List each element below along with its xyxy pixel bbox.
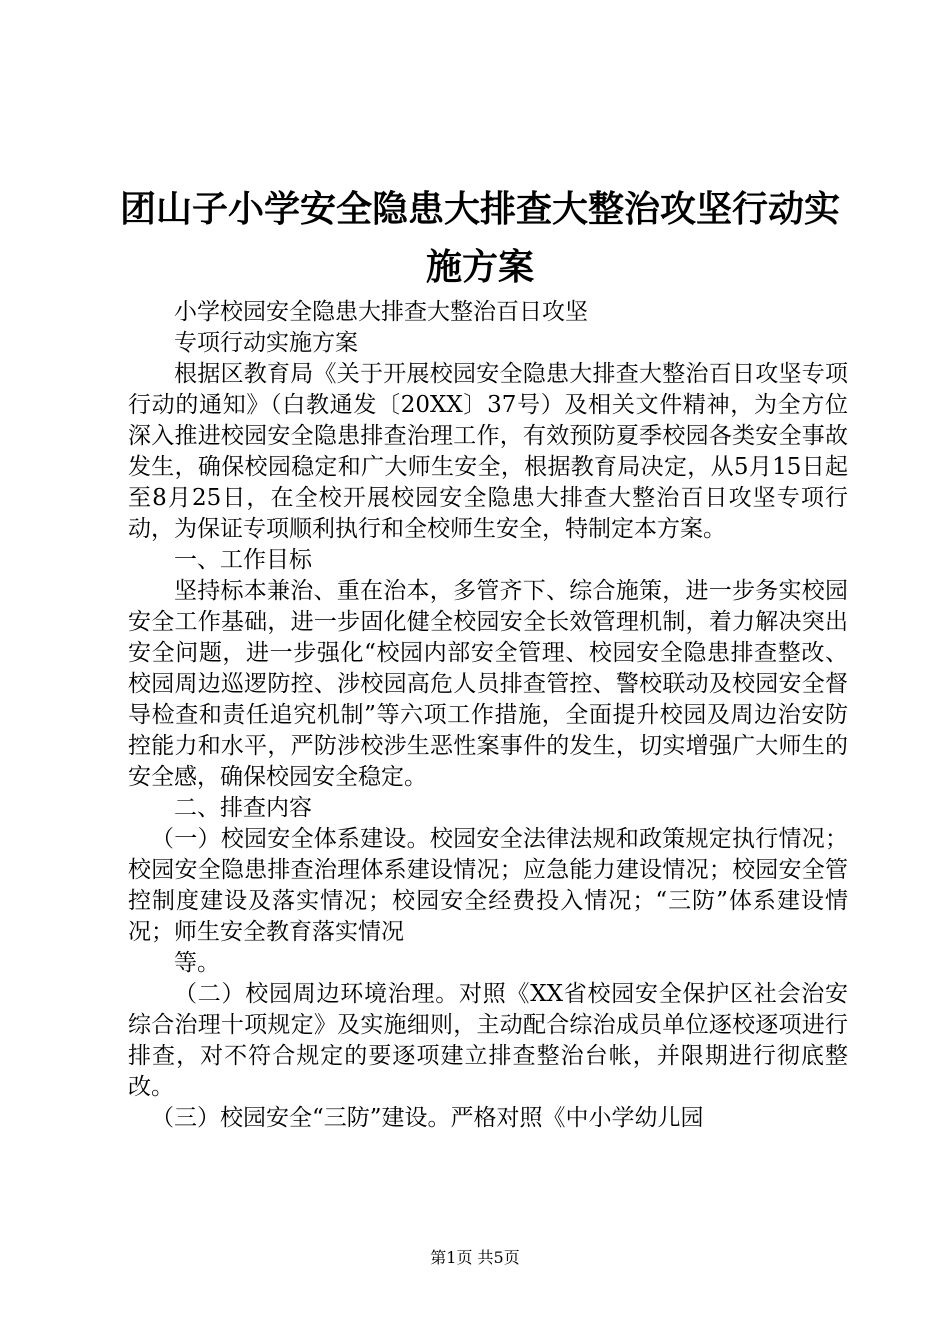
paragraph-item-2: （二）校园周边环境治理。对照《XX省校园安全保护区社会治安综合治理十项规定》及实施细则，主动配合综治成员单位逐校逐项进行排查，对不符合规定的要逐项建立排查整治台帐，并限期进行彻底整改。 <box>128 981 848 1100</box>
section-heading-content: 二、排查内容 <box>174 795 312 821</box>
subtitle-line-1: 小学校园安全隐患大排查大整治百日攻坚 <box>174 299 588 325</box>
paragraph-intro: 根据区教育局《关于开展校园安全隐患大排查大整治百日攻坚专项行动的通知》（白教通发〔20XX〕37号）及相关文件精神，为全方位深入推进校园安全隐患排查治理工作，有效预防夏季校园各类安全事故发生，确保校园稳定和广大师生安全，根据教育局决定，从5月15日起至8月25日，在全校开展校园安全隐患大排查大整治百日攻坚专项行动，为保证专项顺利执行和全校师生安全，特制定本方案。 <box>128 361 848 542</box>
paragraph-goals: 坚持标本兼治、重在治本，多管齐下、综合施策，进一步务实校园安全工作基础，进一步固化健全校园安全长效管理机制，着力解决突出安全问题，进一步强化“校园内部安全管理、校园安全隐患排查整改、校园周边巡逻防控、涉校园高危人员排查管控、警校联动及校园安全督导检查和责任追究机制”等六项工作措施，全面提升校园及周边治安防控能力和水平，严防涉校涉生恶性案事件的发生，切实增强广大师生的安全感，确保校园安全稳定。 <box>128 578 848 790</box>
paragraph-item-1: （一）校园安全体系建设。校园安全法律法规和政策规定执行情况；校园安全隐患排查治理体系建设情况；应急能力建设情况；校园安全管控制度建设及落实情况；校园安全经费投入情况；“三防”体系建设情况；师生安全教育落实情况 <box>128 826 848 945</box>
paragraph-item-1-end: 等。 <box>174 950 220 976</box>
section-heading-goals: 一、工作目标 <box>174 547 312 573</box>
document-title-line-1: 团山子小学安全隐患大排查大整治攻坚行动实 <box>120 189 841 230</box>
document-title-line-2: 施方案 <box>425 247 534 288</box>
subtitle-line-2: 专项行动实施方案 <box>174 330 358 356</box>
page-footer: 第1页 共5页 <box>430 1248 520 1267</box>
document-body <box>128 297 848 1134</box>
paragraph-item-3: （三）校园安全“三防”建设。严格对照《中小学幼儿园 <box>151 1105 704 1131</box>
